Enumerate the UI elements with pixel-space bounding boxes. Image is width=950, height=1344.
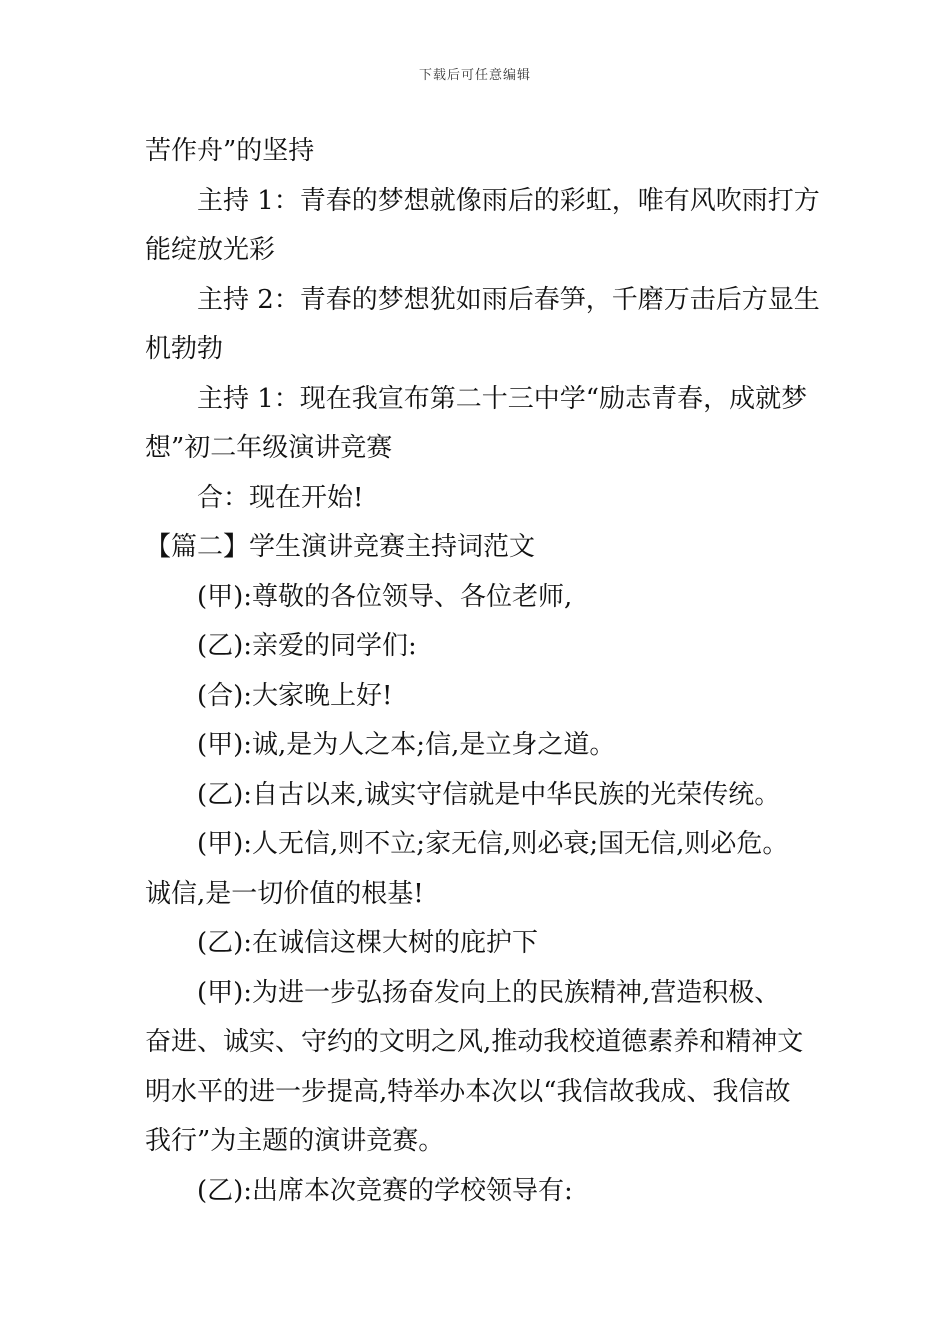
text-line: (甲):人无信,则不立;家无信,则必衰;国无信,则必危。 xyxy=(197,829,789,859)
text-line: (乙):在诚信这棵大树的庇护下 xyxy=(197,928,539,958)
text-line: (合):大家晚上好! xyxy=(197,680,393,711)
text-line: (乙):亲爱的同学们: xyxy=(197,631,417,661)
text-line: 明水平的进一步提高,特举办本次以“我信故我成、我信故 xyxy=(145,1076,791,1107)
text-line: 主持 1：青春的梦想就像雨后的彩虹，唯有风吹雨打方 xyxy=(197,185,820,216)
text-line: 诚信,是一切价值的根基! xyxy=(145,878,424,909)
page-header: 下载后可任意编辑 xyxy=(418,68,531,83)
text-line: 苦作舟”的坚持 xyxy=(145,136,315,166)
text-line: (甲):诚,是为人之本;信,是立身之道。 xyxy=(197,730,616,760)
text-line: (乙):出席本次竞赛的学校领导有: xyxy=(197,1175,573,1206)
text-line: 奋进、诚实、守约的文明之风,推动我校道德素养和精神文 xyxy=(145,1027,804,1057)
text-line: 合：现在开始! xyxy=(197,482,364,513)
text-line: 想”初二年级演讲竞赛 xyxy=(145,433,393,463)
text-line: 机勃勃 xyxy=(145,334,224,364)
text-line: 我行”为主题的演讲竞赛。 xyxy=(145,1126,445,1156)
text-line: 能绽放光彩 xyxy=(145,235,276,265)
document-body xyxy=(145,127,825,1216)
text-line: 主持 1：现在我宣布第二十三中学“励志青春，成就梦 xyxy=(197,383,808,414)
section-heading: 【篇二】学生演讲竞赛主持词范文 xyxy=(145,532,536,562)
text-line: (甲):尊敬的各位领导、各位老师, xyxy=(197,581,573,612)
text-line: (乙):自古以来,诚实守信就是中华民族的光荣传统。 xyxy=(197,779,781,810)
text-line: 主持 2：青春的梦想犹如雨后春笋，千磨万击后方显生 xyxy=(197,284,820,315)
text-line: (甲):为进一步弘扬奋发向上的民族精神,营造积极、 xyxy=(197,977,781,1008)
